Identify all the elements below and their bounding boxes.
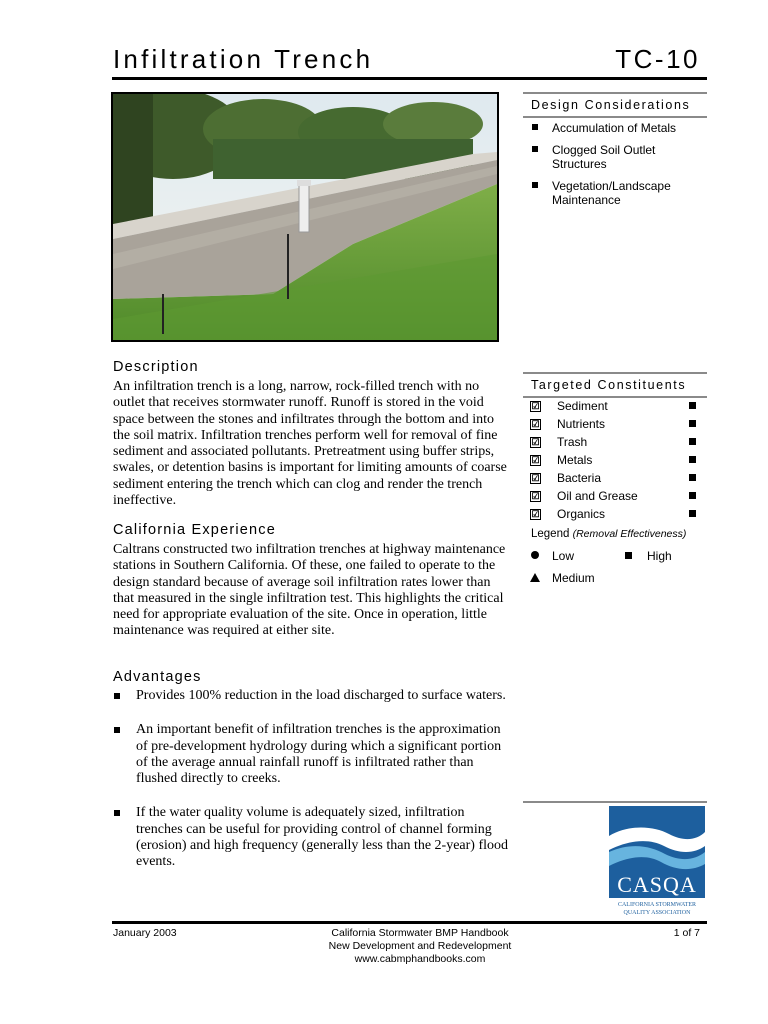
checkbox-checked-icon: ☑	[531, 509, 540, 519]
description-heading: Description	[113, 359, 199, 375]
list-item: If the water quality volume is adequately sized, infiltration trenches can be useful for providing control of channel forming (erosion) and high frequency (generally less than the 2-year) flood events.	[113, 805, 513, 870]
legend-title	[531, 528, 686, 540]
constituent-label: Sediment	[557, 399, 608, 413]
constituent-row	[530, 435, 700, 453]
list-item: Clogged Soil Outlet Structures	[530, 143, 706, 171]
checkbox-checked-icon: ☑	[531, 455, 540, 465]
footer-date: January 2003	[113, 927, 177, 939]
footer-center	[290, 927, 550, 966]
advantages-heading: Advantages	[113, 669, 202, 685]
constituents-table	[530, 399, 700, 525]
constituent-row	[530, 507, 700, 525]
design-considerations-list	[530, 121, 706, 215]
low-circle-icon	[531, 551, 539, 559]
footer-handbook-title: California Stormwater BMP Handbook	[331, 927, 509, 939]
constituent-label: Oil and Grease	[557, 489, 638, 503]
checkbox-checked-icon: ☑	[531, 491, 540, 501]
page-title: Infiltration Trench	[113, 44, 374, 74]
footer-website: www.cabmphandbooks.com	[354, 953, 486, 965]
trench-photo	[111, 92, 499, 342]
legend-low: Low	[552, 549, 575, 563]
list-item: Accumulation of Metals	[530, 121, 706, 135]
high-effectiveness-icon	[689, 456, 696, 463]
constituent-label: Trash	[557, 435, 588, 449]
constituent-label: Metals	[557, 453, 593, 467]
list-item: Vegetation/Landscape Maintenance	[530, 179, 706, 207]
logo-name: CASQA	[617, 872, 697, 897]
description-text: An infiltration trench is a long, narrow, rock-filled trench with no outlet that receives stormwater runoff. Runoff is stored in the void space between the stones and infiltrates through the bottom and into the soil matrix. Infiltration trenches perform well for removal of fine sediment and associated pollutants. Pretreatment using buffer strips, swales, or detention basins is important for limiting amounts of coarse sediment entering the trench which can clog and render the trench ineffective.	[113, 379, 507, 509]
footer-subtitle: New Development and Redevelopment	[328, 940, 512, 952]
high-effectiveness-icon	[689, 474, 696, 481]
footer-rule	[112, 921, 707, 924]
checkbox-checked-icon: ☑	[531, 401, 540, 411]
advantages-list	[113, 688, 513, 889]
checkbox-checked-icon: ☑	[531, 419, 540, 429]
legend-note: (Removal Effectiveness)	[572, 528, 687, 540]
california-experience-text: Caltrans constructed two infiltration trenches at highway maintenance stations in Southern California. Of these, one failed to operate to the design standard because of average soil infiltration rates lower than that measured in the single infiltration test. This highlights the critical need for appropriate evaluation of the site. Once in operation, little maintenance was required at either site.	[113, 542, 506, 639]
high-effectiveness-icon	[689, 510, 696, 517]
page-number: 1 of 7	[673, 927, 700, 939]
list-item: An important benefit of infiltration trenches is the approximation of pre-development hydrology during which a significant portion of the average annual rainfall runoff is infiltrated rather than flushed directly to creeks.	[113, 722, 513, 787]
fact-sheet-code: TC-10	[615, 44, 700, 74]
casqa-logo	[609, 806, 705, 916]
california-experience-heading: California Experience	[113, 522, 277, 538]
medium-triangle-icon	[530, 573, 540, 582]
high-effectiveness-icon	[689, 438, 696, 445]
targeted-constituents-title: Targeted Constituents	[523, 372, 707, 398]
high-effectiveness-icon	[689, 492, 696, 499]
high-square-icon	[625, 552, 632, 559]
constituent-row	[530, 489, 700, 507]
legend-label: Legend	[531, 528, 570, 540]
constituent-row	[530, 399, 700, 417]
design-considerations-title: Design Considerations	[523, 92, 707, 118]
constituent-label: Organics	[557, 507, 606, 521]
high-effectiveness-icon	[689, 402, 696, 409]
checkbox-checked-icon: ☑	[531, 437, 540, 447]
constituent-label: Bacteria	[557, 471, 602, 485]
constituent-row	[530, 453, 700, 471]
legend-high: High	[647, 549, 672, 563]
logo-line2: QUALITY ASSOCIATION	[623, 910, 691, 916]
header-rule	[112, 77, 707, 80]
high-effectiveness-icon	[689, 420, 696, 427]
legend-medium: Medium	[552, 571, 595, 585]
sidebar-divider	[523, 801, 707, 803]
list-item: Provides 100% reduction in the load discharged to surface waters.	[113, 688, 513, 704]
constituent-row	[530, 471, 700, 489]
logo-line1: CALIFORNIA STORMWATER	[617, 902, 697, 908]
checkbox-checked-icon: ☑	[531, 473, 540, 483]
constituent-label: Nutrients	[557, 417, 606, 431]
constituent-row	[530, 417, 700, 435]
